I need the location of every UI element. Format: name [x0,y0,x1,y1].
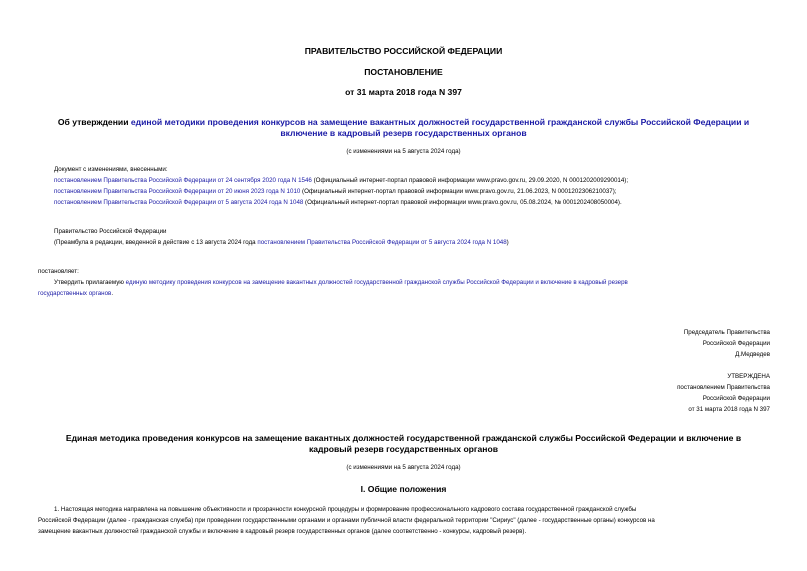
document-title-line1 [0,117,807,127]
methodology-title-line2: кадровый резерв государственных органов [308,444,499,454]
amendment-link[interactable]: постановлением Правительства Российской Федерации от 20 июня 2023 года N 1010 [54,188,301,195]
doc-date-number: от 31 марта 2018 года N 397 [345,87,462,97]
postanovlyaet-text: постановляет: [38,268,79,275]
methodology-title-line1: Единая методика проведения конкурсов на замещение вакантных должностей государственной гражданской службы Российской Федерации и включение в [65,433,742,443]
amendments-heading: Документ с изменениями, внесенными: [54,166,168,173]
preamble-prefix: (Преамбула в редакции, введенной в действие с 13 августа 2024 года [54,239,258,246]
preamble-link[interactable]: постановлением Правительства Российской Федерации от 5 августа 2024 года N 1048 [257,239,507,246]
preamble-note [54,239,509,246]
paragraph-1-line1: 1. Настоящая методика направлена на повышение объективности и прозрачности конкурсной процедуры и формирование профессионального кадрового состава государственной гражданской службы [54,506,637,513]
approved-date: от 31 марта 2018 года N 397 [688,406,770,413]
preamble-suffix: ) [506,239,509,246]
amendment-note: (Официальный интернет-портал правовой информации www.pravo.gov.ru, 29.09.2020, N 0001202009290014); [311,177,629,184]
methodology-changes-note: (с изменениями на 5 августа 2024 года) [346,464,461,471]
paragraph-1-line2: Российской Федерации (далее - гражданская служба) при проведении государственными органами и органами публичной власти федеральной территории "Сириус" (далее - государственные органы) конкурсов на [38,517,655,524]
amendment-note: (Официальный интернет-портал правовой информации www.pravo.gov.ru, 05.08.2024, № 0001202408050004). [303,199,622,206]
changes-note: (с изменениями на 5 августа 2024 года) [346,148,461,155]
signature-country: Российской Федерации [702,340,770,347]
government-heading: ПРАВИТЕЛЬСТВО РОССИЙСКОЙ ФЕДЕРАЦИИ [304,46,503,56]
approve-line2 [38,290,113,297]
signature-name: Д.Медведев [735,351,770,358]
approve-suffix: . [111,290,114,297]
amendment-item [54,199,622,206]
approved-heading: УТВЕРЖДЕНА [727,373,770,380]
approve-line1 [54,279,628,286]
signature-title: Председатель Правительства [683,329,770,336]
approve-methodology-link[interactable]: единую методику проведения конкурсов на замещение вакантных должностей государственной гражданской службы Российской Федерации и включение в кадровый резерв [125,279,628,286]
approve-prefix: Утвердить прилагаемую [54,279,124,286]
title-prefix: Об утверждении [57,117,131,127]
approve-methodology-link-cont[interactable]: государственных органов [38,290,112,297]
doc-type-heading: ПОСТАНОВЛЕНИЕ [364,67,443,77]
preamble-line1: Правительство Российской Федерации [54,228,167,235]
approved-country: Российской Федерации [702,395,770,402]
amendment-note: (Официальный интернет-портал правовой информации www.pravo.gov.ru, 21.06.2023, N 0001202306210037); [300,188,617,195]
title-link[interactable]: единой методики проведения конкурсов на замещение вакантных должностей государственной гражданской службы Российской Федерации и [130,117,750,127]
amendment-link[interactable]: постановлением Правительства Российской Федерации от 24 сентября 2020 года N 1546 [54,177,312,184]
section-heading: I. Общие положения [360,484,447,494]
amendment-link[interactable]: постановлением Правительства Российской Федерации от 5 августа 2024 года N 1048 [54,199,304,206]
amendment-item [54,177,628,184]
approved-by: постановлением Правительства [677,384,770,391]
paragraph-1-line3: замещение вакантных должностей гражданской службы и включение в кадровый резерв государственных органов (далее соответственно - конкурсы, кадровый резерв). [38,528,527,535]
amendment-item [54,188,617,195]
title-link-line2[interactable]: включение в кадровый резерв государственных органов [280,128,527,138]
